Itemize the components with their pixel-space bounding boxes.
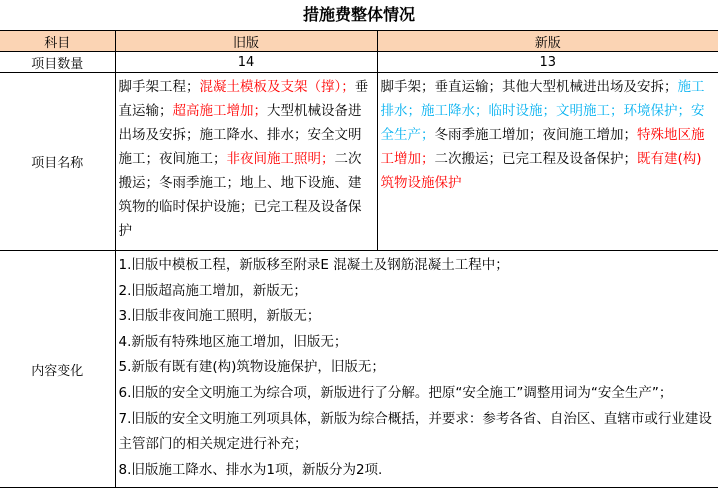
name-segment: 施工排水；施工降水；临时设施；文明施工；环境保护；安全生产； (381, 79, 705, 143)
name-segment: 大型机械设备进出场及安拆；施工降水、排水；安全文明施工；夜间施工； (119, 103, 362, 167)
change-item: 4.新版有特殊地区施工增加，旧版无； (119, 330, 716, 356)
comparison-table (0, 31, 718, 488)
count-old: 14 (115, 52, 377, 73)
change-item: 5.新版有既有建(构)筑物设施保护，旧版无； (119, 355, 716, 381)
changes-label: 内容变化 (0, 251, 115, 488)
count-new: 13 (377, 52, 718, 73)
names-old-cell (115, 73, 377, 251)
name-segment: 超高施工增加； (173, 103, 268, 119)
names-new-cell (377, 73, 718, 251)
change-item: 7.旧版的安全文明施工列项具体，新版为综合概括，并要求：参考各省、自治区、直辖市或行业建设主管部门的相关规定进行补充； (119, 407, 716, 458)
change-item: 1.旧版中模板工程，新版移至附录E 混凝土及钢筋混凝土工程中； (119, 253, 716, 279)
names-row (0, 73, 718, 251)
name-segment: 脚手架工程； (119, 79, 200, 95)
name-segment: 特殊地区施工增加； (381, 127, 705, 167)
changes-cell (115, 251, 718, 488)
change-item: 3.旧版非夜间施工照明，新版无； (119, 304, 716, 330)
count-row (0, 52, 718, 73)
names-new-text (378, 73, 718, 197)
header-old: 旧版 (115, 31, 377, 52)
name-segment: 冬雨季施工增加；夜间施工增加； (435, 127, 638, 143)
header-new: 新版 (377, 31, 718, 52)
count-label: 项目数量 (0, 52, 115, 73)
changes-row (0, 251, 718, 488)
name-segment: 既有建(构)筑物设施保护 (381, 151, 702, 191)
names-label: 项目名称 (0, 73, 115, 251)
name-segment: 非夜间施工照明； (227, 151, 335, 167)
name-segment: 垂直运输； (119, 79, 369, 119)
change-item: 6.旧版的安全文明施工为综合项，新版进行了分解。把原“安全施工”调整用词为“安全生产”； (119, 381, 716, 407)
name-segment: 二次搬运；冬雨季施工；地上、地下设施、建筑物的临时保护设施；已完工程及设备保护 (119, 151, 362, 239)
change-list (116, 251, 718, 485)
header-row (0, 31, 718, 52)
names-old-text (116, 73, 377, 245)
sheet-title: 措施费整体情况 (0, 0, 718, 31)
name-segment: 脚手架；垂直运输；其他大型机械进出场及安拆； (381, 79, 678, 95)
change-item: 8.旧版施工降水、排水为1项，新版分为2项. (119, 458, 716, 484)
name-segment: 二次搬运；已完工程及设备保护； (435, 151, 638, 167)
change-item: 2.旧版超高施工增加，新版无； (119, 279, 716, 305)
header-subject: 科目 (0, 31, 115, 52)
name-segment: 混凝土模板及支架（撑）； (200, 79, 355, 95)
